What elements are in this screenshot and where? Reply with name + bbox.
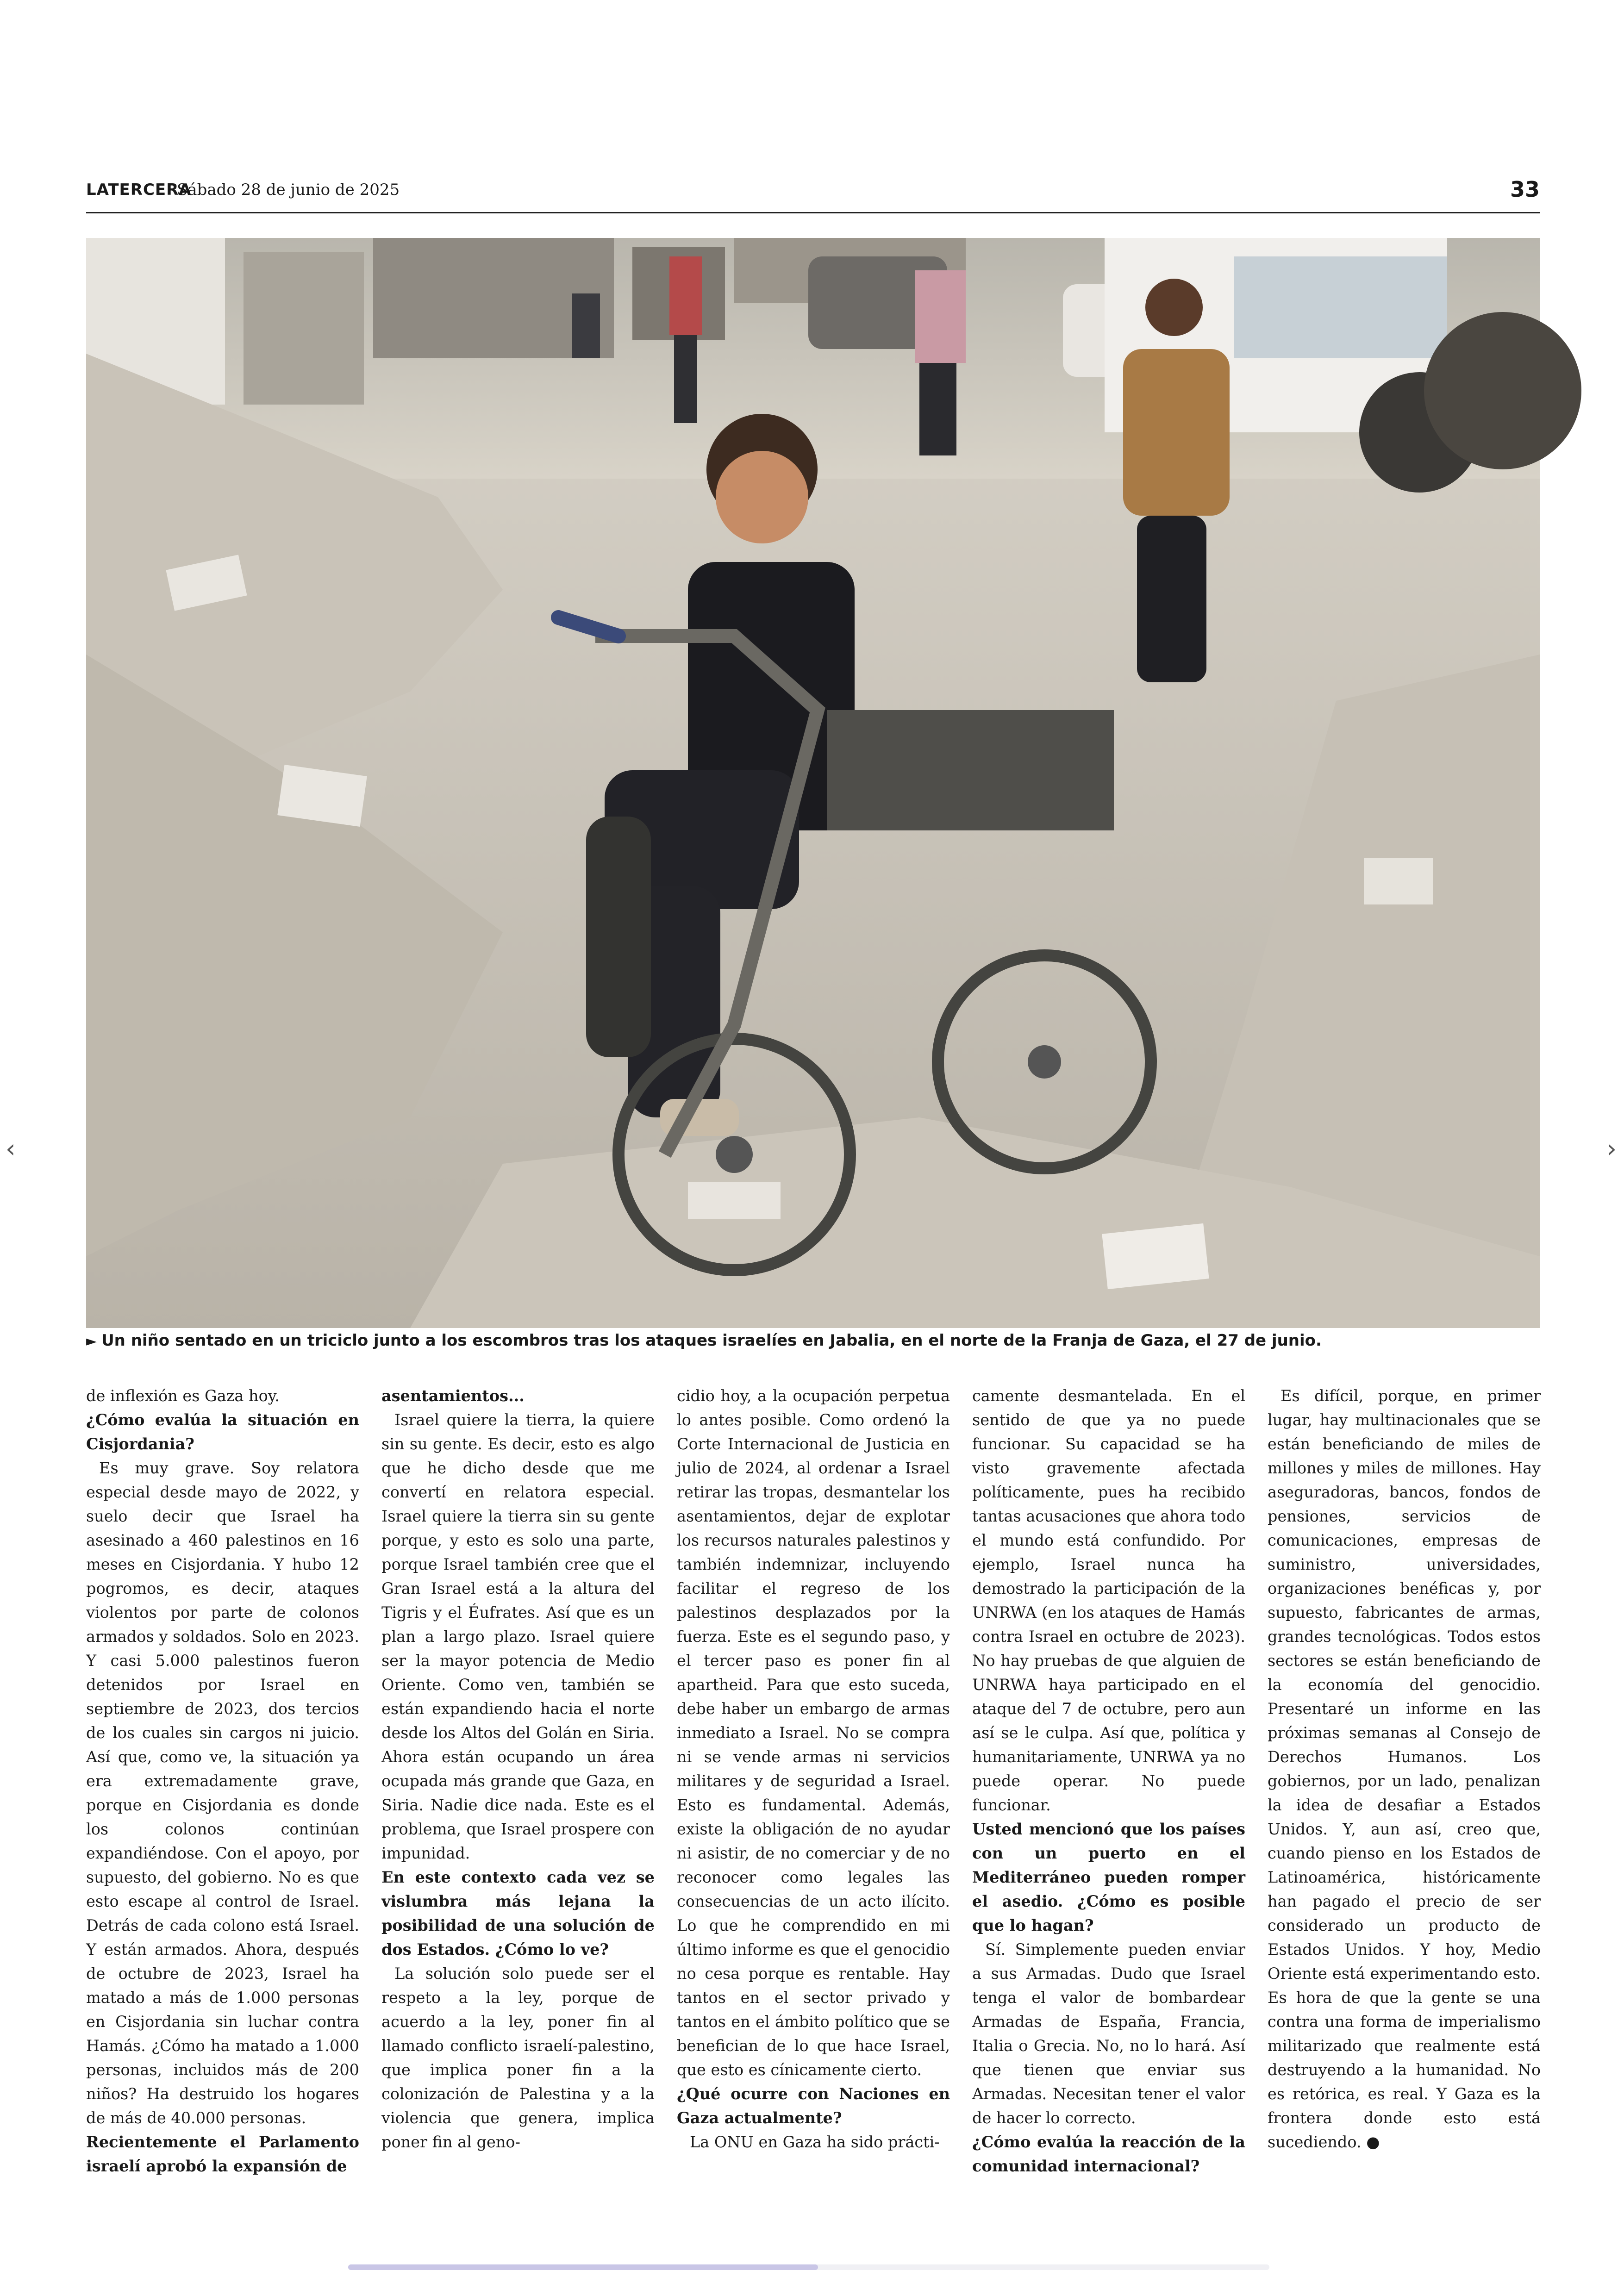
- article-paragraph: cidio hoy, a la ocupación perpetua lo antes posible. Como ordenó la Corte Internacional de Justicia en julio de 2024, al ordenar a Israel retirar las tropas, desmantelar los asentamientos, dejar de explotar los recursos naturales palestinos y también indemnizar, incluyendo facilitar el regreso de los palestinos desplazados por la fuerza. Este es el segundo paso, y el tercer paso es poner fin al apartheid. Para que esto suceda, debe haber un embargo de armas inmediato a Israel. No se compra ni se vende armas ni servicios militares y de seguridad a Israel. Esto es fundamental. Además, existe la obligación de no ayudar ni asistir, de no comerciar y de no reconocer como legales las consecuencias de un acto ilícito. Lo que he comprendido en mi último informe es que el genocidio no cesa porque es rentable. Hay tantos en el sector privado y tantos en el ámbito político que se benefician de lo que hace Israel, que esto es cínicamente cierto.: [677, 1387, 950, 2079]
- article-paragraph: La solución solo puede ser el respeto a la ley, porque de acuerdo a la ley, poner fin al llamado conflicto israelí-palestino, que implica poner fin a la colonización de Palestina y a la violencia que genera, implica poner fin al geno-: [381, 1964, 655, 2151]
- article-paragraph: Sí. Simplemente pueden enviar a sus Armadas. Dudo que Israel tenga el valor de bombardear Armadas de España, Francia, Italia o Grecia. No, no lo hará. Así que tienen que enviar sus Armadas. Necesitan tener el valor de hacer lo correcto.: [972, 1940, 1245, 2127]
- interview-question: ¿Cómo evalúa la reacción de la comunidad internacional?: [972, 2133, 1245, 2175]
- article-column-3: [677, 1384, 950, 2151]
- article-paragraph: Israel quiere la tierra, la quiere sin su gente. Es decir, esto es algo que he dicho desde que me convertí en relatora especial. Israel quiere la tierra sin su gente porque, y esto es solo una parte, porque Israel también cree que el Gran Israel está a la altura del Tigris y el Éufrates. Así que es un plan a largo plazo. Israel quiere ser la mayor potencia de Medio Oriente. Como ven, también se están expandiendo hacia el norte desde los Altos del Golán en Siria. Ahora están ocupando un área ocupada más grande que Gaza, en Siria. Nadie dice nada. Este es el problema, que Israel prospere con impunidad.: [381, 1411, 655, 1862]
- article-column-5: [1268, 1384, 1541, 2151]
- article-paragraph: de inflexión es Gaza hoy.: [86, 1387, 280, 1405]
- article-paragraph: La ONU en Gaza ha sido prácti-: [690, 2133, 940, 2151]
- article-column-1: [86, 1384, 359, 2175]
- chevron-right-icon: ›: [1606, 1134, 1617, 1163]
- caption-marker: ►: [86, 1333, 97, 1349]
- photo-caption: [86, 1331, 1540, 1364]
- page-header: [86, 177, 1540, 207]
- article-column-4: [972, 1384, 1245, 2175]
- next-page-button[interactable]: [1606, 1134, 1617, 1163]
- article-paragraph: Es muy grave. Soy relatora especial desde mayo de 2022, y suelo decir que Israel ha asesinado a 460 palestinos en 16 meses en Cisjordania. Y hubo 12 pogromos, es decir, ataques violentos por parte de colonos armados y soldados. Solo en 2023. Y casi 5.000 palestinos fueron detenidos por Israel en septiembre de 2023, dos tercios de los cuales sin cargos ni juicio. Así que, como ve, la situación ya era extremadamente grave, porque en Cisjordania es donde los colonos continúan expandiéndose. Con el apoyo, por supuesto, del gobierno. No es que esto escape al control de Israel. Detrás de cada colono está Israel. Y están armados. Ahora, después de octubre de 2023, Israel ha matado a más de 1.000 personas en Cisjordania sin luchar contra Hamás. ¿Cómo ha matado a 1.000 personas, incluidos más de 200 niños? Ha destruido los hogares de más de 40.000 personas.: [86, 1459, 359, 2127]
- interview-question: En este contexto cada vez se vislumbra más lejana la posibilidad de una solución de dos Estados. ¿Cómo lo ve?: [381, 1868, 655, 1958]
- article-column-2: [381, 1384, 655, 2151]
- interview-question: Recientemente el Parlamento israelí aprobó la expansión de: [86, 2133, 359, 2175]
- article-paragraph: Es difícil, porque, en primer lugar, hay multinacionales que se están beneficiando de miles de millones y miles de millones. Hay aseguradoras, bancos, fondos de pensiones, servicios de comunicaciones, empresas de suministro, universidades, organizaciones benéficas y, por supuesto, fabricantes de armas, grandes tecnológicas. Todos estos sectores se están beneficiando de la economía del genocidio. Presentaré un informe en las próximas semanas al Consejo de Derechos Humanos. Los gobiernos, por un lado, penalizan la idea de desafiar a Estados Unidos. Y, aun así, creo que, cuando pienso en los Estados de Latinoamérica, históricamente han pagado el precio de ser considerado un producto de Estados Unidos. Y hoy, Medio Oriente está experimentando esto. Es hora de que la gente se una contra una forma de imperialismo militarizado que realmente está destruyendo a la humanidad. No es retórica, es real. Y Gaza es la frontera donde esto está sucediendo. ●: [1268, 1387, 1541, 2151]
- photo-illustration: [86, 238, 1540, 1328]
- interview-question: ¿Cómo evalúa la situación en Cisjordania?: [86, 1411, 359, 1453]
- page-number: 33: [1510, 177, 1540, 202]
- previous-page-button[interactable]: [6, 1134, 16, 1163]
- interview-question: asentamientos...: [381, 1387, 525, 1405]
- scrollbar-thumb[interactable]: [348, 2264, 818, 2270]
- issue-date: Sábado 28 de junio de 2025: [177, 181, 400, 199]
- newspaper-brand: LATERCERA: [86, 181, 192, 199]
- caption-text: Un niño sentado en un triciclo junto a los escombros tras los ataques israelíes en Jabalia, en el norte de la Franja de Gaza, el 27 de junio.: [101, 1331, 1322, 1350]
- interview-question: Usted mencionó que los países con un puerto en el Mediterráneo pueden romper el asedio. ¿Cómo es posible que lo hagan?: [972, 1820, 1245, 1934]
- header-rule: [86, 212, 1540, 213]
- main-photo: [86, 238, 1540, 1328]
- interview-question: ¿Qué ocurre con Naciones en Gaza actualmente?: [677, 2085, 950, 2127]
- chevron-left-icon: ‹: [6, 1134, 16, 1163]
- article-paragraph: camente desmantelada. En el sentido de que ya no puede funcionar. Su capacidad se ha visto gravemente afectada políticamente, pues ha recibido tantas acusaciones que ahora todo el mundo está confundido. Por ejemplo, Israel nunca ha demostrado la participación de la UNRWA (en los ataques de Hamás contra Israel en octubre de 2023). No hay pruebas de que alguien de UNRWA haya participado en el ataque del 7 de octubre, pero aun así se le culpa. Así que, política y humanitariamente, UNRWA ya no puede operar. No puede funcionar.: [972, 1387, 1245, 1814]
- page-scrollbar[interactable]: [348, 2264, 1269, 2270]
